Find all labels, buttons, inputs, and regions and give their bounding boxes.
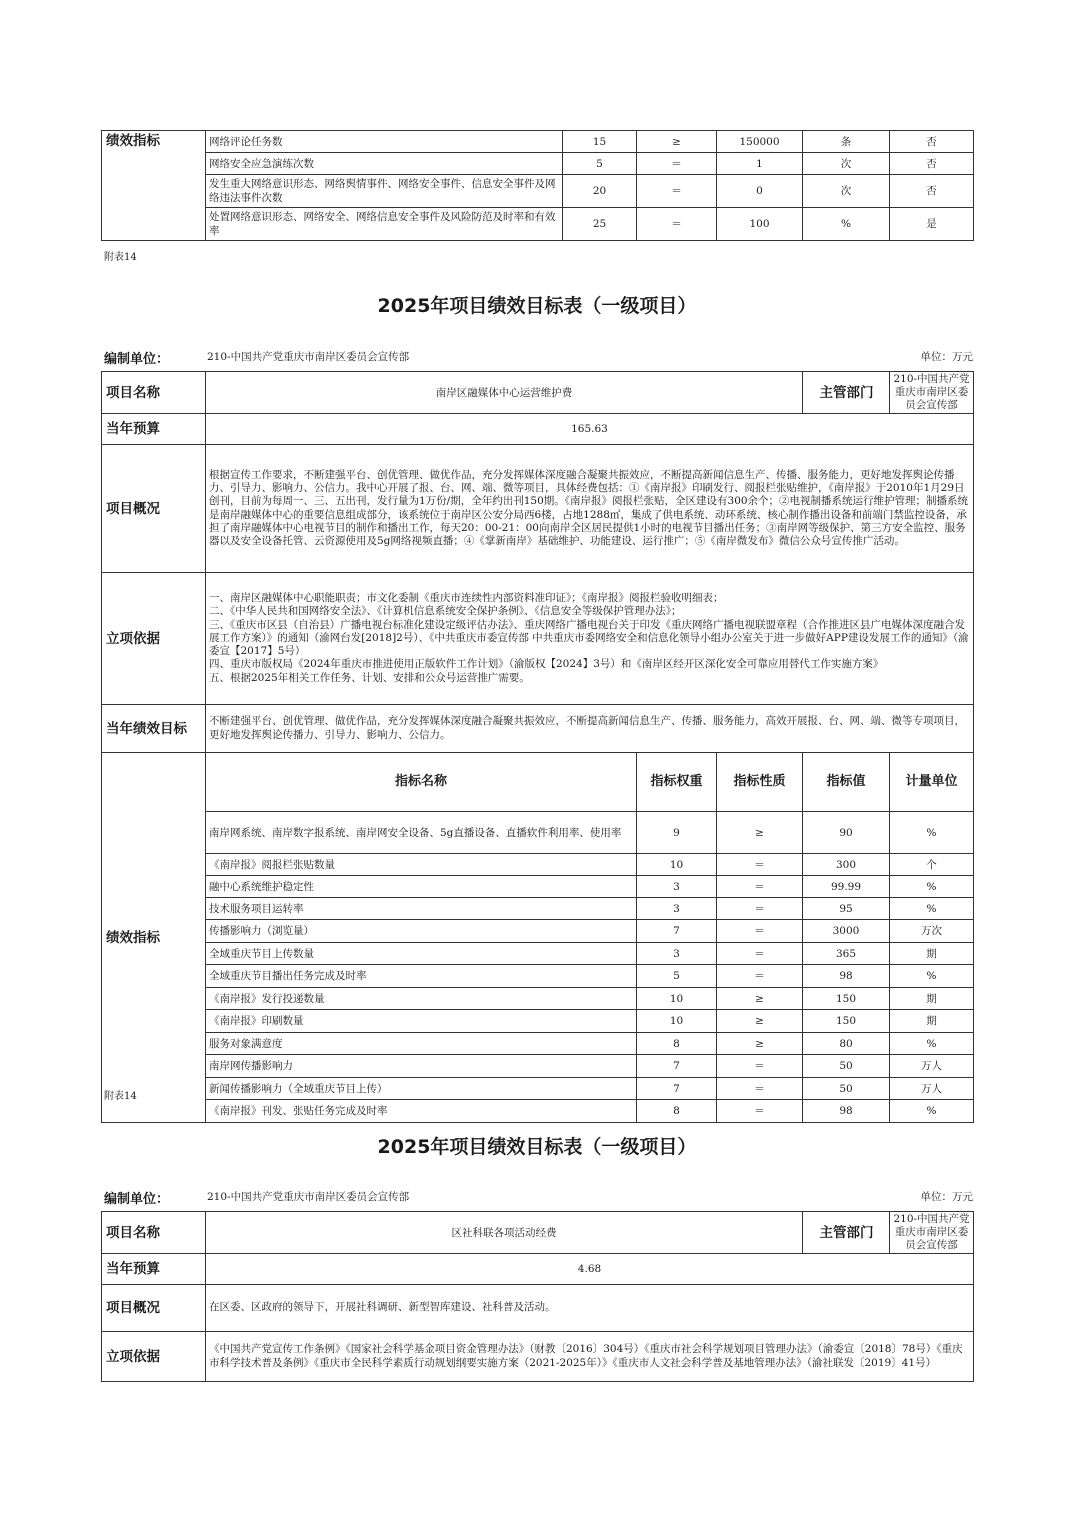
basis-text xyxy=(206,573,974,705)
page-title: 2025年项目绩效目标表（一级项目） xyxy=(377,295,697,317)
indicator-name: 技术服务项目运转率 xyxy=(206,898,637,920)
indicator-value: 0 xyxy=(717,175,803,208)
prep-unit-label: 编制单位： xyxy=(104,1192,170,1207)
indicator-weight: 10 xyxy=(637,1010,717,1033)
budget-value: 165.63 xyxy=(206,414,974,445)
indicator-core: 否 xyxy=(890,131,974,153)
dept-label: 主管部门 xyxy=(803,1212,890,1254)
project-table-2 xyxy=(101,1211,974,1382)
project-name: 区社科联各项活动经费 xyxy=(206,1212,803,1254)
indicator-value: 95 xyxy=(803,898,890,920)
indicator-core: 是 xyxy=(890,208,974,241)
indicator-name: 发生重大网络意识形态、网络舆情事件、网络安全事件、信息安全事件及网络违法事件次数 xyxy=(206,175,563,208)
indicator-unit: 万次 xyxy=(890,920,974,943)
indicator-name: 《南岸报》刊发、张贴任务完成及时率 xyxy=(206,1100,637,1123)
indicator-unit: 期 xyxy=(890,943,974,965)
project-table-1 xyxy=(101,371,974,1123)
indicator-value: 90 xyxy=(803,812,890,854)
basis-text: 《中国共产党宣传工作条例》《国家社会科学基金项目资金管理办法》（财教〔2016〕304号）《重庆市社会科学规划项目管理办法》（渝委宣〔2018〕78号）《重庆市科学技术普及条例》《重庆市全民科学素质行动规划纲要实施方案（2021-2025年）》《重庆市人文社会科学普及基地管理办法》（渝社联发〔2019〕41号） xyxy=(206,1332,974,1382)
indicator-value: 99.99 xyxy=(803,876,890,898)
indicator-weight: 25 xyxy=(563,208,637,241)
indicator-weight: 8 xyxy=(637,1033,717,1055)
indicator-unit: 个 xyxy=(890,854,974,876)
indicator-nature: ≥ xyxy=(717,1010,803,1033)
prep-unit-value: 210-中国共产党重庆市南岸区委员会宣传部 xyxy=(207,1191,410,1203)
indicator-label: 绩效指标 xyxy=(102,753,206,1123)
indicator-nature: ＝ xyxy=(717,1100,803,1123)
indicator-value: 50 xyxy=(803,1078,890,1100)
dept-label: 主管部门 xyxy=(803,372,890,414)
indicator-unit: % xyxy=(890,876,974,898)
budget-label: 当年预算 xyxy=(102,414,206,445)
money-unit: 单位：万元 xyxy=(920,351,973,363)
indicator-nature: ＝ xyxy=(717,943,803,965)
indicator-core: 否 xyxy=(890,153,974,175)
indicator-weight: 7 xyxy=(637,1055,717,1078)
indicator-name: 《南岸报》印刷数量 xyxy=(206,1010,637,1033)
header-unit: 计量单位 xyxy=(890,753,974,812)
indicator-weight: 7 xyxy=(637,1078,717,1100)
overview-text: 根据宣传工作要求，不断建强平台、创优管理、做优作品，充分发挥媒体深度融合凝聚共振效应，不断提高新闻信息生产、传播、服务能力，更好地发挥舆论传播力、引导力、影响力、公信力。我中心开展了报、台、网、端、微等项目，具体经费包括：①《南岸报》印刷发行、阅报栏张贴维护，《南岸报》于2010年1月29日创刊，目前为每周一、三、五出刊，发行量为1万份/期，全年约出刊150期。《南岸报》阅报栏张贴，全区建设有300余个；②电视制播系统运行维护管理；制播系统是南岸融媒体中心的重要信息组成部分，该系统位于南岸区公安分局西6楼，占地1288㎡，集成了供电系统、动环系统、核心制作播出设备和前端门禁监控设备，承担了南岸融媒体中心电视节目的制作和播出工作，每天20：00-21：00向南岸全区居民提供1小时的电视节目播出任务；③南岸网等级保护、第三方安全监控、服务器以及安全设备托管、云资源使用及5g网络视频直播；④《掌新南岸》基础维护、功能建设、运行推广；⑤《南岸微发布》微信公众号宣传推广活动。 xyxy=(206,445,974,573)
money-unit: 单位：万元 xyxy=(920,1191,973,1203)
goal-label: 当年绩效目标 xyxy=(102,705,206,753)
indicator-unit: 期 xyxy=(890,1010,974,1033)
indicator-name: 南岸网系统、南岸数字报系统、南岸网安全设备、5g直播设备、直播软件利用率、使用率 xyxy=(206,812,637,854)
page-title: 2025年项目绩效目标表（一级项目） xyxy=(377,1136,697,1158)
indicator-unit: 次 xyxy=(803,153,890,175)
indicator-unit: % xyxy=(890,965,974,988)
indicator-nature: ＝ xyxy=(717,898,803,920)
project-name: 南岸区融媒体中心运营维护费 xyxy=(206,372,803,414)
indicator-name: 全域重庆节目上传数量 xyxy=(206,943,637,965)
indicator-unit: 期 xyxy=(890,988,974,1010)
basis-line: 一、南岸区融媒体中心职能职责；市文化委制《重庆市连续性内部资料准印证》；《南岸报》阅报栏验收明细表； xyxy=(209,591,724,604)
indicator-name: 融中心系统维护稳定性 xyxy=(206,876,637,898)
indicator-unit: % xyxy=(803,208,890,241)
indicator-unit: % xyxy=(890,898,974,920)
indicator-weight: 3 xyxy=(637,898,717,920)
indicator-weight: 10 xyxy=(637,988,717,1010)
indicator-nature: ＝ xyxy=(717,1078,803,1100)
overview-text: 在区委、区政府的领导下，开展社科调研、新型智库建设、社科普及活动。 xyxy=(206,1285,974,1332)
indicator-unit: 万人 xyxy=(890,1055,974,1078)
basis-label: 立项依据 xyxy=(102,573,206,705)
indicator-value: 150000 xyxy=(717,131,803,153)
indicator-weight: 7 xyxy=(637,920,717,943)
budget-label: 当年预算 xyxy=(102,1254,206,1285)
indicator-nature: ＝ xyxy=(637,208,717,241)
basis-line: 三、《重庆市区县（自治县）广播电视台标准化建设定级评估办法》、重庆网络广播电视台关于印发《重庆网络广播电视联盟章程（合作推进区县广电媒体深度融合发展工作方案）》的通知（渝网台发[2018]2号）、《中共重庆市委宣传部 中共重庆市委网络安全和信息化领导小组办公室关于进一步做好APP建设发展工作的通知》（渝委宣【2017】5号） xyxy=(209,618,969,658)
header-nature: 指标性质 xyxy=(717,753,803,812)
prep-unit-row xyxy=(104,348,973,367)
appendix-note: 附表14 xyxy=(104,252,137,263)
top-indicator-table xyxy=(101,130,974,241)
indicator-nature: ≥ xyxy=(717,812,803,854)
appendix-note: 附表14 xyxy=(104,1091,137,1102)
indicator-value: 1 xyxy=(717,153,803,175)
indicator-name: 新闻传播影响力（全域重庆节目上传） xyxy=(206,1078,637,1100)
indicator-nature: ≥ xyxy=(717,1033,803,1055)
indicator-value: 98 xyxy=(803,1100,890,1123)
indicator-core: 否 xyxy=(890,175,974,208)
indicator-weight: 10 xyxy=(637,854,717,876)
indicator-nature: ＝ xyxy=(717,965,803,988)
project-name-label: 项目名称 xyxy=(102,1212,206,1254)
indicator-weight: 5 xyxy=(637,965,717,988)
indicator-name: 传播影响力（浏览量） xyxy=(206,920,637,943)
indicator-value: 100 xyxy=(717,208,803,241)
header-weight: 指标权重 xyxy=(637,753,717,812)
indicator-label: 绩效指标 xyxy=(102,131,206,241)
indicator-name: 《南岸报》阅报栏张贴数量 xyxy=(206,854,637,876)
indicator-weight: 5 xyxy=(563,153,637,175)
indicator-unit: % xyxy=(890,812,974,854)
budget-value: 4.68 xyxy=(206,1254,974,1285)
indicator-unit: 万人 xyxy=(890,1078,974,1100)
indicator-weight: 9 xyxy=(637,812,717,854)
header-value: 指标值 xyxy=(803,753,890,812)
header-indicator-name: 指标名称 xyxy=(206,753,637,812)
indicator-unit: % xyxy=(890,1100,974,1123)
indicator-name: 网络评论任务数 xyxy=(206,131,563,153)
indicator-name: 全域重庆节目播出任务完成及时率 xyxy=(206,965,637,988)
basis-line: 四、重庆市版权局《2024年重庆市推进使用正版软件工作计划》（渝版权【2024】3号）和《南岸区经开区深化安全可靠应用替代工作实施方案》 xyxy=(209,658,884,671)
indicator-value: 3000 xyxy=(803,920,890,943)
indicator-value: 50 xyxy=(803,1055,890,1078)
prep-unit-row xyxy=(104,1188,973,1207)
prep-unit-label: 编制单位： xyxy=(104,352,170,367)
indicator-unit: % xyxy=(890,1033,974,1055)
indicator-value: 300 xyxy=(803,854,890,876)
indicator-unit: 条 xyxy=(803,131,890,153)
indicator-nature: ＝ xyxy=(717,876,803,898)
indicator-nature: ≥ xyxy=(717,988,803,1010)
indicator-name: 处置网络意识形态、网络安全、网络信息安全事件及风险防范及时率和有效率 xyxy=(206,208,563,241)
indicator-nature: ＝ xyxy=(717,920,803,943)
indicator-nature: ＝ xyxy=(717,854,803,876)
indicator-nature: ≥ xyxy=(637,131,717,153)
indicator-value: 150 xyxy=(803,988,890,1010)
overview-label: 项目概况 xyxy=(102,1285,206,1332)
indicator-unit: 次 xyxy=(803,175,890,208)
indicator-name: 《南岸报》发行投递数量 xyxy=(206,988,637,1010)
indicator-value: 98 xyxy=(803,965,890,988)
indicator-name: 网络安全应急演练次数 xyxy=(206,153,563,175)
prep-unit-value: 210-中国共产党重庆市南岸区委员会宣传部 xyxy=(207,351,410,363)
indicator-nature: ＝ xyxy=(637,175,717,208)
indicator-weight: 20 xyxy=(563,175,637,208)
basis-label: 立项依据 xyxy=(102,1332,206,1382)
basis-line: 五、根据2025年相关工作任务、计划、安排和公众号运营推广需要。 xyxy=(209,671,530,684)
dept-value: 210-中国共产党重庆市南岸区委员会宣传部 xyxy=(890,372,974,414)
overview-label: 项目概况 xyxy=(102,445,206,573)
indicator-name: 服务对象满意度 xyxy=(206,1033,637,1055)
indicator-weight: 8 xyxy=(637,1100,717,1123)
indicator-nature: ＝ xyxy=(637,153,717,175)
indicator-value: 365 xyxy=(803,943,890,965)
dept-value: 210-中国共产党重庆市南岸区委员会宣传部 xyxy=(890,1212,974,1254)
goal-text: 不断建强平台、创优管理、做优作品，充分发挥媒体深度融合凝聚共振效应，不断提高新闻信息生产、传播、服务能力，高效开展报、台、网、端、微等专项项目，更好地发挥舆论传播力、引导力、影响力、公信力。 xyxy=(206,705,974,753)
indicator-weight: 15 xyxy=(563,131,637,153)
project-name-label: 项目名称 xyxy=(102,372,206,414)
indicator-nature: ＝ xyxy=(717,1055,803,1078)
indicator-weight: 3 xyxy=(637,876,717,898)
indicator-value: 150 xyxy=(803,1010,890,1033)
indicator-weight: 3 xyxy=(637,943,717,965)
basis-line: 二、《中华人民共和国网络安全法》、《计算机信息系统安全保护条例》、《信息安全等级保护管理办法》； xyxy=(209,605,682,618)
indicator-name: 南岸网传播影响力 xyxy=(206,1055,637,1078)
indicator-value: 80 xyxy=(803,1033,890,1055)
